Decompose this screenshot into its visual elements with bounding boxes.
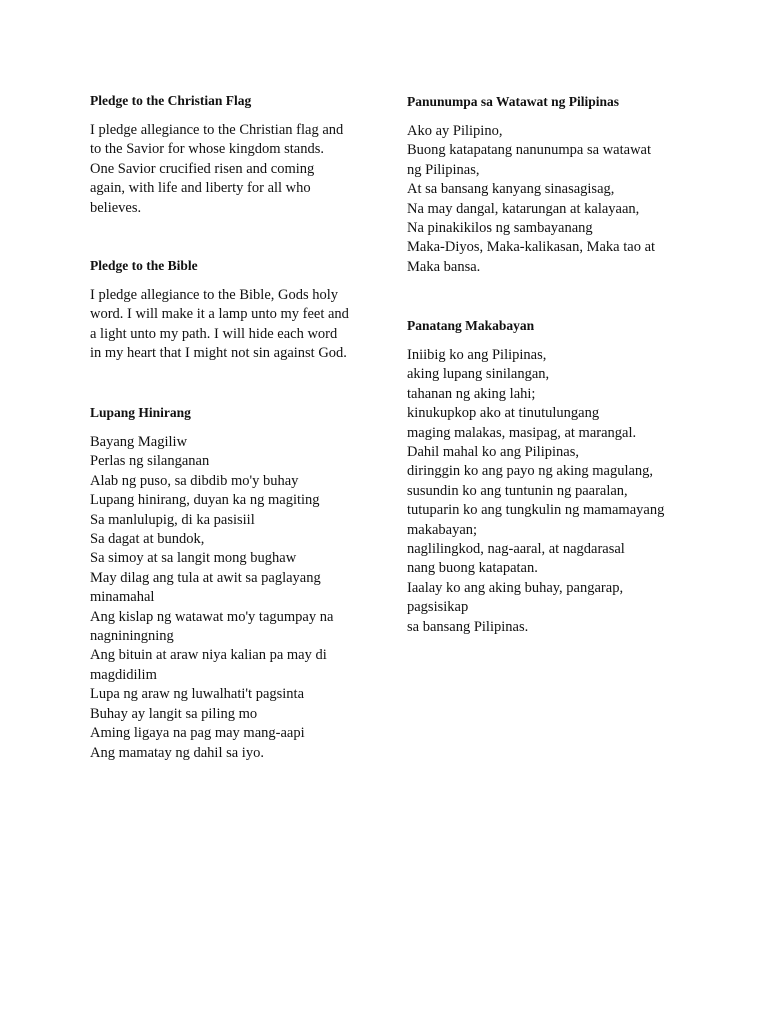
text-line: Na pinakikilos ng sambayanang [407, 220, 593, 237]
text-line: I pledge allegiance to the Bible, Gods holy [90, 287, 339, 303]
text-line: word. I will make it a lamp unto my feet and [90, 306, 349, 323]
text-line: Iniibig ko ang Pilipinas, [407, 347, 547, 363]
text-line: Dahil mahal ko ang Pilipinas, [407, 444, 579, 461]
text-line: sa bansang Pilipinas. [407, 618, 529, 635]
text-line: diringgin ko ang payo ng aking magulang, [407, 463, 654, 480]
text-line: nang buong katapatan. [407, 560, 538, 577]
text-line: maging malakas, masipag, at marangal. [407, 424, 637, 441]
text-line: Sa manlulupig, di ka pasisiil [90, 511, 255, 528]
text-line: Maka-Diyos, Maka-kalikasan, Maka tao at [407, 239, 656, 256]
text-line: Ang kislap ng watawat mo'y tagumpay na [90, 608, 334, 625]
text-line: a light unto my path. I will hide each word [90, 325, 338, 342]
text-line: susundin ko ang tuntunin ng paaralan, [407, 482, 628, 499]
text-line: Lupang hinirang, duyan ka ng magiting [90, 492, 320, 509]
text-line: Aming ligaya na pag may mang-aapi [90, 725, 305, 742]
text-line: Buong katapatang nanunumpa sa watawat [407, 142, 652, 159]
text-line: tahanan ng aking lahi; [407, 385, 536, 402]
text-line: believes. [90, 199, 142, 216]
text-line: Iaalay ko ang aking buhay, pangarap, [407, 579, 624, 596]
text-line: nagniningning [90, 628, 174, 645]
text-line: kinukupkop ako at tinutulungang [407, 405, 600, 422]
text-line: Ang mamatay ng dahil sa iyo. [90, 744, 264, 761]
text-line: Sa simoy at sa langit mong bughaw [90, 550, 297, 567]
text-line: makabayan; [407, 521, 478, 538]
text-line: pagsisikap [407, 599, 469, 616]
panatang-makabayan-text [407, 346, 707, 637]
christian-flag-text [90, 121, 380, 218]
text-line: Ang bituin at araw niya kalian pa may di [90, 647, 327, 664]
lupang-hinirang-text [90, 433, 380, 763]
lupang-hinirang-section [90, 405, 380, 763]
text-line: to the Savior for whose kingdom stands. [90, 141, 324, 158]
panunumpa-section [407, 94, 707, 277]
bible-title: Pledge to the Bible [90, 258, 198, 273]
text-line: May dilag ang tula at awit sa paglayang [90, 569, 321, 586]
text-line: aking lupang sinilangan, [407, 366, 550, 383]
lupang-hinirang-title: Lupang Hinirang [90, 405, 191, 420]
text-line: Ako ay Pilipino, [407, 123, 503, 139]
bible-section [90, 258, 380, 364]
christian-flag-section [90, 93, 380, 218]
christian-flag-title: Pledge to the Christian Flag [90, 93, 252, 108]
text-line: ng Pilipinas, [407, 161, 480, 178]
text-line: At sa bansang kanyang sinasagisag, [407, 181, 615, 198]
text-line: Buhay ay langit sa piling mo [90, 705, 258, 722]
text-line: naglilingkod, nag-aaral, at nagdarasal [407, 541, 625, 558]
panunumpa-text [407, 122, 707, 277]
text-line: magdidilim [90, 666, 157, 683]
text-line: tutuparin ko ang tungkulin ng mamamayang [407, 502, 665, 519]
text-line: Maka bansa. [407, 258, 481, 275]
text-line: Sa dagat at bundok, [90, 531, 205, 548]
panatang-makabayan-title: Panatang Makabayan [407, 318, 535, 333]
text-line: in my heart that I might not sin against God. [90, 345, 347, 362]
text-line: Bayang Magiliw [90, 434, 188, 450]
panunumpa-title: Panunumpa sa Watawat ng Pilipinas [407, 94, 620, 109]
text-line: minamahal [90, 589, 155, 606]
text-line: Alab ng puso, sa dibdib mo'y buhay [90, 472, 299, 489]
text-line: again, with life and liberty for all who [90, 180, 311, 197]
text-line: Na may dangal, katarungan at kalayaan, [407, 200, 640, 217]
bible-text [90, 286, 380, 364]
text-line: Lupa ng araw ng luwalhati't pagsinta [90, 686, 305, 703]
text-line: One Savior crucified risen and coming [90, 160, 315, 177]
panatang-makabayan-section [407, 318, 707, 637]
text-line: I pledge allegiance to the Christian flag and [90, 122, 344, 138]
text-line: Perlas ng silanganan [90, 453, 210, 470]
